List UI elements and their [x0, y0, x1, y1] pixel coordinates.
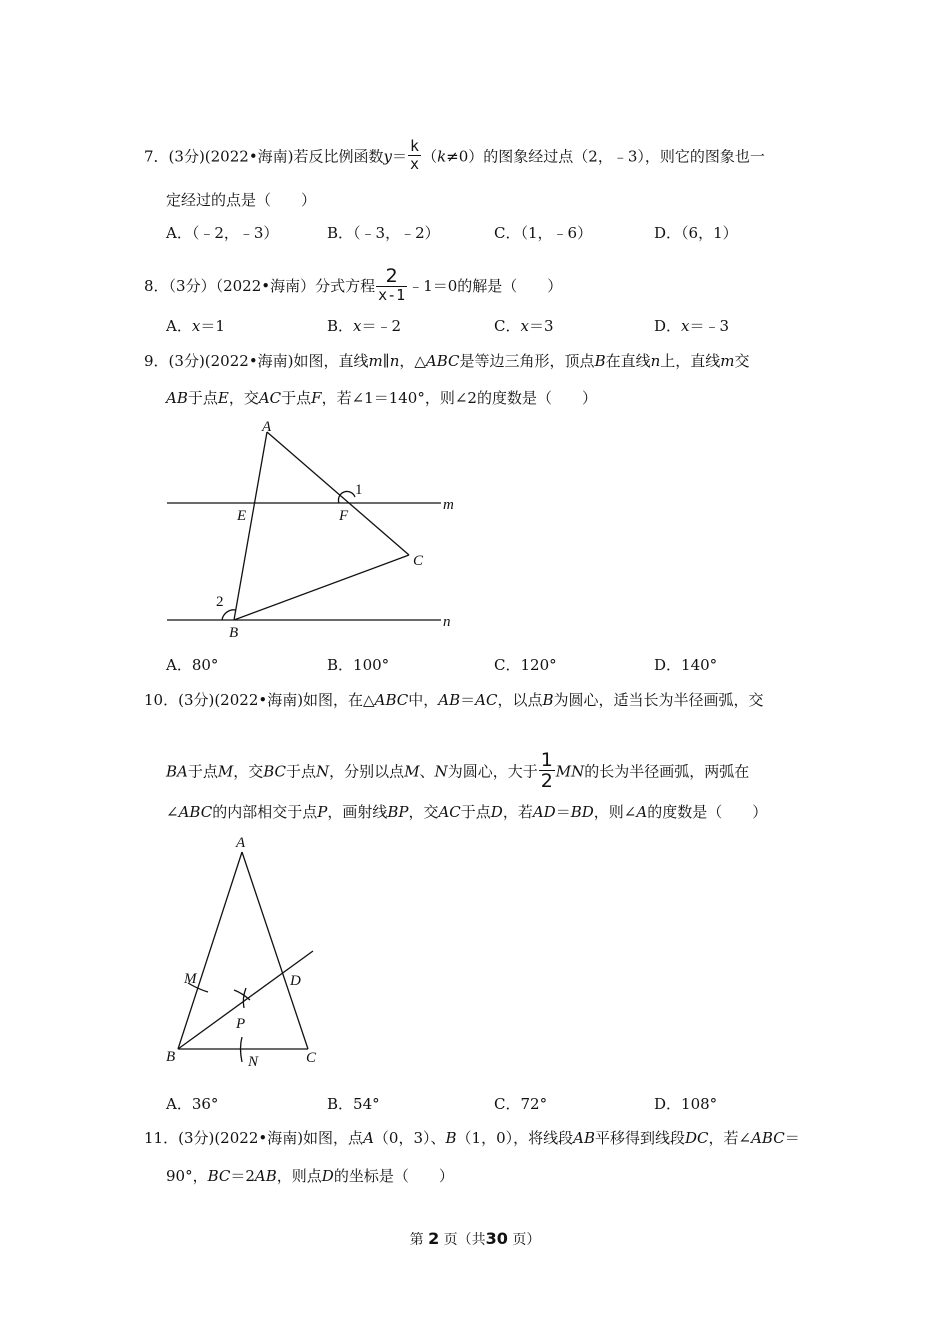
- var-bd: BD: [570, 803, 594, 821]
- footer-text: 页）: [512, 1232, 541, 1248]
- q7-option-d[interactable]: D．（6，1）: [654, 224, 738, 242]
- label-b: B: [166, 1049, 176, 1065]
- arc-p-1: [234, 990, 250, 1000]
- label-angle-2: 2: [216, 594, 224, 610]
- var-ac: AC: [438, 803, 461, 821]
- var-f: F: [311, 389, 322, 407]
- paren: （: [422, 147, 438, 166]
- var-ac: AC: [258, 389, 282, 407]
- var-n: n: [650, 352, 661, 370]
- q10-text: 于点: [187, 762, 218, 781]
- q11-text: 11．(3分)(2022•海南)如图，点: [144, 1129, 364, 1147]
- q9-option-c[interactable]: C．120°: [494, 656, 557, 674]
- var-m: M: [217, 762, 234, 781]
- q11-text: 90°，: [166, 1167, 208, 1185]
- q8-option-d[interactable]: [654, 316, 729, 336]
- q7-option-b[interactable]: B．（﹣3，﹣2）: [327, 224, 440, 242]
- label-f: F: [339, 508, 349, 524]
- var-b: B: [542, 691, 554, 709]
- q11-text: ，则点: [276, 1167, 322, 1185]
- q11-text: ＝2: [230, 1167, 255, 1185]
- var-m: m: [368, 352, 383, 370]
- q10-text: 的度数是（ ）: [647, 803, 768, 821]
- var-x: x: [353, 317, 362, 335]
- var-ab: AB: [438, 691, 461, 709]
- q10-text: ，交: [408, 803, 439, 821]
- option-label: A．: [166, 317, 192, 335]
- label-e: E: [237, 508, 247, 524]
- q8-option-a[interactable]: [166, 316, 225, 336]
- q10-text: 、: [419, 762, 435, 781]
- q9-option-a[interactable]: A．80°: [166, 656, 219, 674]
- var-n: N: [316, 762, 330, 781]
- var-ad: AD: [532, 803, 556, 821]
- label-m: M: [184, 971, 197, 987]
- fraction-2-over-x-1: [376, 266, 407, 304]
- footer-text: 页（共: [443, 1232, 486, 1248]
- q10-text: 10．(3分)(2022•海南)如图，在△: [144, 691, 375, 709]
- var-a: A: [636, 803, 648, 821]
- q9-text: 在直线: [605, 352, 651, 370]
- q9-text: 9．(3分)(2022•海南)如图，直线: [144, 352, 369, 370]
- q10-text: ，画射线: [327, 803, 388, 821]
- q9-text: 上，直线: [660, 352, 721, 370]
- option-label: C．: [494, 317, 521, 335]
- var-mn: MN: [555, 762, 585, 781]
- var-x: x: [681, 317, 690, 335]
- segment-ab: [234, 432, 267, 620]
- var-bc: BC: [263, 762, 287, 781]
- q11-text: 平移得到线段: [594, 1129, 685, 1147]
- q8-option-c[interactable]: [494, 316, 554, 336]
- label-m: m: [443, 497, 454, 513]
- page-footer: [0, 1229, 950, 1249]
- q9-text: 是等边三角形，顶点: [459, 352, 595, 370]
- frac-numerator: k: [410, 137, 420, 155]
- label-b: B: [229, 625, 239, 641]
- q7-line2: 定经过的点是（ ）: [166, 191, 317, 209]
- q9-option-d[interactable]: D．140°: [654, 656, 718, 674]
- segment-ac: [242, 852, 308, 1049]
- q10-text: 的内部相交于点: [212, 803, 318, 821]
- q8-line1: [144, 265, 563, 306]
- var-ab: AB: [254, 1167, 277, 1185]
- q9-line1: [144, 351, 750, 371]
- var-b: B: [445, 1129, 457, 1147]
- q10-text: 中，: [408, 691, 439, 709]
- q11-text: （0，3）、: [373, 1129, 446, 1147]
- q7-option-a[interactable]: A．（﹣2，﹣3）: [166, 224, 279, 242]
- label-n: N: [248, 1054, 259, 1070]
- var-abc: ABC: [425, 352, 460, 370]
- q8-text: 8．（3分）（2022•海南）分式方程: [144, 277, 376, 295]
- var-bc: BC: [207, 1167, 231, 1185]
- ray-bp: [178, 951, 313, 1049]
- label-angle-1: 1: [355, 482, 363, 498]
- q10-text: ，分别以点: [329, 762, 405, 781]
- q9-line2: [166, 388, 597, 408]
- var-ab: AB: [573, 1129, 595, 1147]
- frac-denominator: x-1: [378, 286, 406, 304]
- var-x: x: [191, 317, 201, 335]
- option-label: D．: [654, 317, 682, 335]
- parallel-symbol: ∥: [382, 352, 390, 370]
- option-value: ＝1: [200, 317, 225, 335]
- q7-option-c[interactable]: C．（1，﹣6）: [494, 224, 593, 242]
- q10-text: 于点: [460, 803, 491, 821]
- equals: ＝: [392, 147, 408, 166]
- q10-option-d[interactable]: D．108°: [654, 1095, 718, 1113]
- equals: ＝: [784, 1129, 800, 1147]
- var-abc: ABC: [374, 691, 409, 709]
- var-abc: ABC: [178, 803, 213, 821]
- var-n: N: [434, 762, 448, 781]
- q10-line1: [144, 690, 764, 710]
- page-number: 2: [428, 1229, 440, 1248]
- frac-denominator: 2: [540, 770, 553, 792]
- q11-text: 的坐标是（ ）: [333, 1167, 454, 1185]
- var-d: D: [321, 1167, 334, 1185]
- q10-option-b[interactable]: B．54°: [327, 1095, 380, 1113]
- segment-ab: [178, 852, 242, 1049]
- label-d: D: [290, 973, 301, 989]
- q10-option-a[interactable]: A．36°: [166, 1095, 219, 1113]
- var-m: m: [720, 352, 735, 370]
- var-dc: DC: [685, 1129, 709, 1147]
- frac-numerator: 2: [385, 265, 398, 287]
- frac-denominator: x: [410, 155, 420, 173]
- angle-symbol: ∠: [166, 803, 179, 821]
- q11-line2: [166, 1166, 454, 1186]
- var-y: y: [383, 147, 393, 166]
- label-c: C: [413, 553, 424, 569]
- q7-line1: [144, 137, 765, 175]
- var-ba: BA: [166, 762, 188, 781]
- q9-text: 于点: [187, 389, 218, 407]
- var-d: D: [490, 803, 503, 821]
- q10-line2: [166, 749, 750, 793]
- option-label: B．: [327, 317, 354, 335]
- q10-text: ，以点: [497, 691, 543, 709]
- q9-text: ，交: [228, 389, 259, 407]
- var-e: E: [217, 389, 229, 407]
- q10-text: ，若: [502, 803, 533, 821]
- page-total: 30: [485, 1229, 508, 1248]
- q7-text: 7．(3分)(2022•海南)若反比例函数: [144, 147, 384, 166]
- q8-text-rest: ﹣1＝0的解是（ ）: [408, 277, 563, 295]
- q10-text: 于点: [286, 762, 317, 781]
- frac-numerator: 1: [540, 749, 553, 771]
- var-a: A: [363, 1129, 374, 1147]
- var-abc: ABC: [751, 1129, 785, 1147]
- q9-option-b[interactable]: B．100°: [327, 656, 390, 674]
- arc-p-2: [243, 988, 246, 1008]
- q11-text: ，若∠: [708, 1129, 752, 1147]
- equals: ＝: [555, 803, 571, 821]
- var-ac: AC: [475, 691, 498, 709]
- footer-text: 第: [409, 1232, 424, 1248]
- fraction-k-over-x: [408, 138, 421, 173]
- q9-figure: [160, 412, 470, 642]
- segment-bc: [234, 555, 409, 620]
- q9-text: 于点: [281, 389, 312, 407]
- var-m: M: [404, 762, 420, 781]
- var-n: n: [389, 352, 400, 370]
- q10-option-c[interactable]: C．72°: [494, 1095, 548, 1113]
- var-k: k: [437, 147, 447, 166]
- q8-option-b[interactable]: [327, 316, 401, 336]
- q7-text-rest: ≠0）的图象经过点（2，﹣3），则它的图象也一: [446, 147, 765, 166]
- var-b: B: [594, 352, 606, 370]
- equals: ＝: [460, 691, 476, 709]
- q9-text: ，△: [399, 352, 426, 370]
- q10-figure: [160, 830, 330, 1075]
- q10-text: 的长为半径画弧，两弧在: [584, 762, 750, 781]
- label-p: P: [236, 1016, 246, 1032]
- segment-ac: [267, 432, 409, 555]
- option-value: ＝﹣3: [689, 317, 730, 335]
- q10-text: 为圆心，大于: [447, 762, 538, 781]
- fraction-one-half: [539, 750, 555, 791]
- q10-text: ，则∠: [593, 803, 637, 821]
- q9-text: 交: [734, 352, 750, 370]
- option-value: ＝3: [528, 317, 554, 335]
- var-bp: BP: [387, 803, 409, 821]
- label-a: A: [236, 835, 246, 851]
- var-x: x: [520, 317, 529, 335]
- label-c: C: [306, 1050, 317, 1066]
- q11-line1: [144, 1128, 800, 1148]
- label-n: n: [443, 614, 451, 630]
- q9-text: ，若∠1＝140°，则∠2的度数是（ ）: [321, 389, 597, 407]
- var-ab: AB: [166, 389, 188, 407]
- q10-text: 为圆心，适当长为半径画弧，交: [553, 691, 764, 709]
- label-a: A: [262, 419, 272, 435]
- q10-line3: [166, 802, 767, 822]
- var-p: P: [317, 803, 328, 821]
- option-value: ＝﹣2: [361, 317, 402, 335]
- q10-text: ，交: [233, 762, 264, 781]
- q11-text: （1，0），将线段: [456, 1129, 574, 1147]
